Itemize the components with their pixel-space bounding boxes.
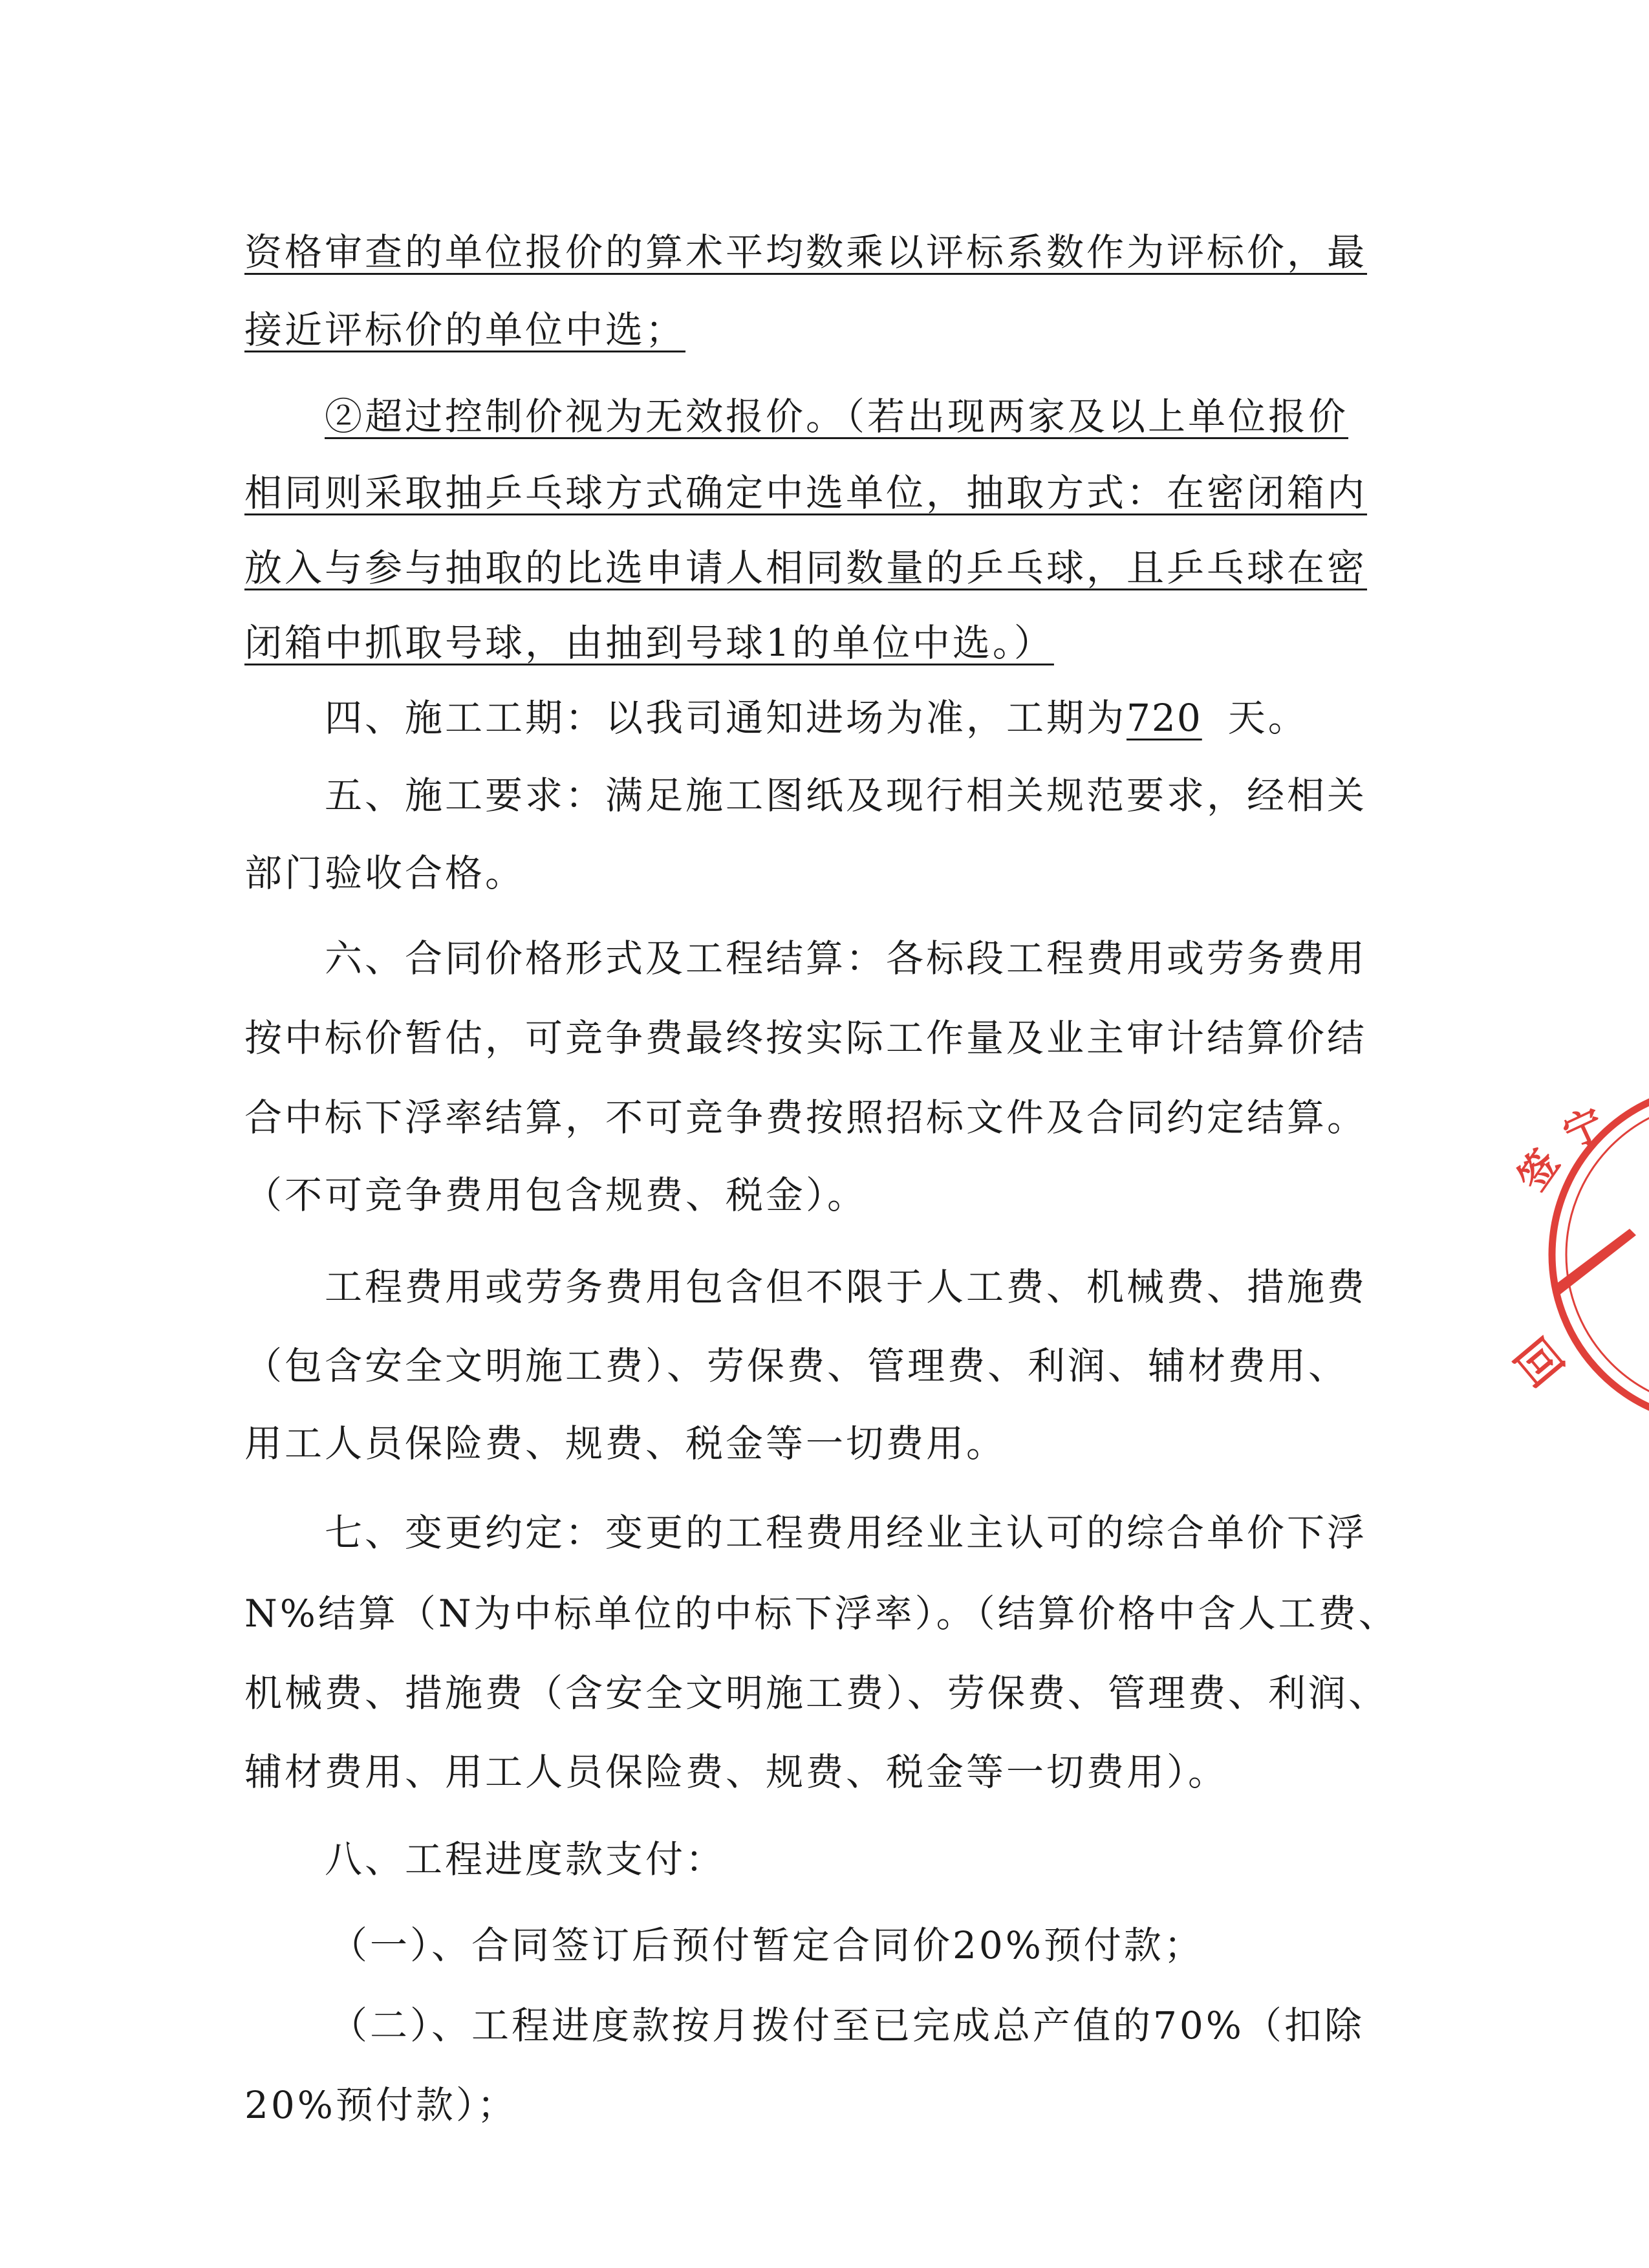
text-line: N%结算（N为中标单位的中标下浮率）。（结算价格中含人工费、 (244, 1592, 1399, 1636)
seal-char: 签 (1509, 1141, 1569, 1200)
text-line: （一）、合同签订后预付暂定合同价20%预付款； (330, 1923, 1204, 1967)
period-days: 720 (1126, 696, 1202, 740)
text-line: 工程费用或劳务费用包含但不限于人工费、机械费、措施费 (325, 1265, 1368, 1309)
text-line: 用工人员保险费、规费、税金等一切费用。 (244, 1421, 1007, 1465)
text-line: 相同则采取抽乒乓球方式确定中选单位，抽取方式：在密闭箱内 (244, 471, 1368, 515)
period-prefix: 四、施工工期：以我司通知进场为准，工期为 (325, 696, 1127, 740)
text-line: （不可竞争费用包含规费、税金）。 (244, 1173, 868, 1217)
red-seal-stamp (1503, 1074, 1649, 1436)
text-line: ②超过控制价视为无效报价。（若出现两家及以上单位报价 (325, 394, 1349, 438)
text-line: 合中标下浮率结算，不可竞争费按照招标文件及合同约定结算。 (244, 1096, 1368, 1139)
text-line: 辅材费用、用工人员保险费、规费、税金等一切费用）。 (244, 1750, 1229, 1794)
text-line: 按中标价暂估，可竞争费最终按实际工作量及业主审计结算价结 (244, 1016, 1368, 1060)
text-line: 八、工程进度款支付： (325, 1837, 726, 1881)
period-suffix: 天。 (1227, 696, 1308, 740)
seal-char: 宁 (1557, 1100, 1611, 1158)
text-line: 机械费、措施费（含安全文明施工费）、劳保费、管理费、利润、 (244, 1671, 1389, 1715)
text-line: 接近评标价的单位中选； (244, 308, 686, 352)
text-line: 部门验收合格。 (244, 851, 526, 895)
text-line: 资格审查的单位报价的算术平均数乘以评标系数作为评标价，最 (244, 230, 1368, 274)
text-line: （二）、工程进度款按月拨付至已完成总产值的70%（扣除 (330, 2003, 1364, 2047)
text-line: （包含安全文明施工费）、劳保费、管理费、利润、辅材费用、 (244, 1344, 1349, 1388)
text-line: 放入与参与抽取的比选申请人相同数量的乒乓球，且乒乓球在密 (244, 546, 1368, 590)
seal-star-fragment (1552, 1229, 1636, 1295)
text-line: 七、变更约定：变更的工程费用经业主认可的综合单价下浮 (325, 1511, 1368, 1555)
construction-period-line (325, 692, 1308, 744)
text-line: 六、合同价格形式及工程结算：各标段工程费用或劳务费用 (325, 936, 1368, 980)
seal-char: 回 (1503, 1328, 1573, 1398)
text-line: 五、施工要求：满足施工图纸及现行相关规范要求，经相关 (325, 773, 1368, 817)
text-line: 闭箱中抓取号球，由抽到号球1的单位中选。） (244, 621, 1054, 665)
text-line: 20%预付款）； (244, 2083, 517, 2127)
